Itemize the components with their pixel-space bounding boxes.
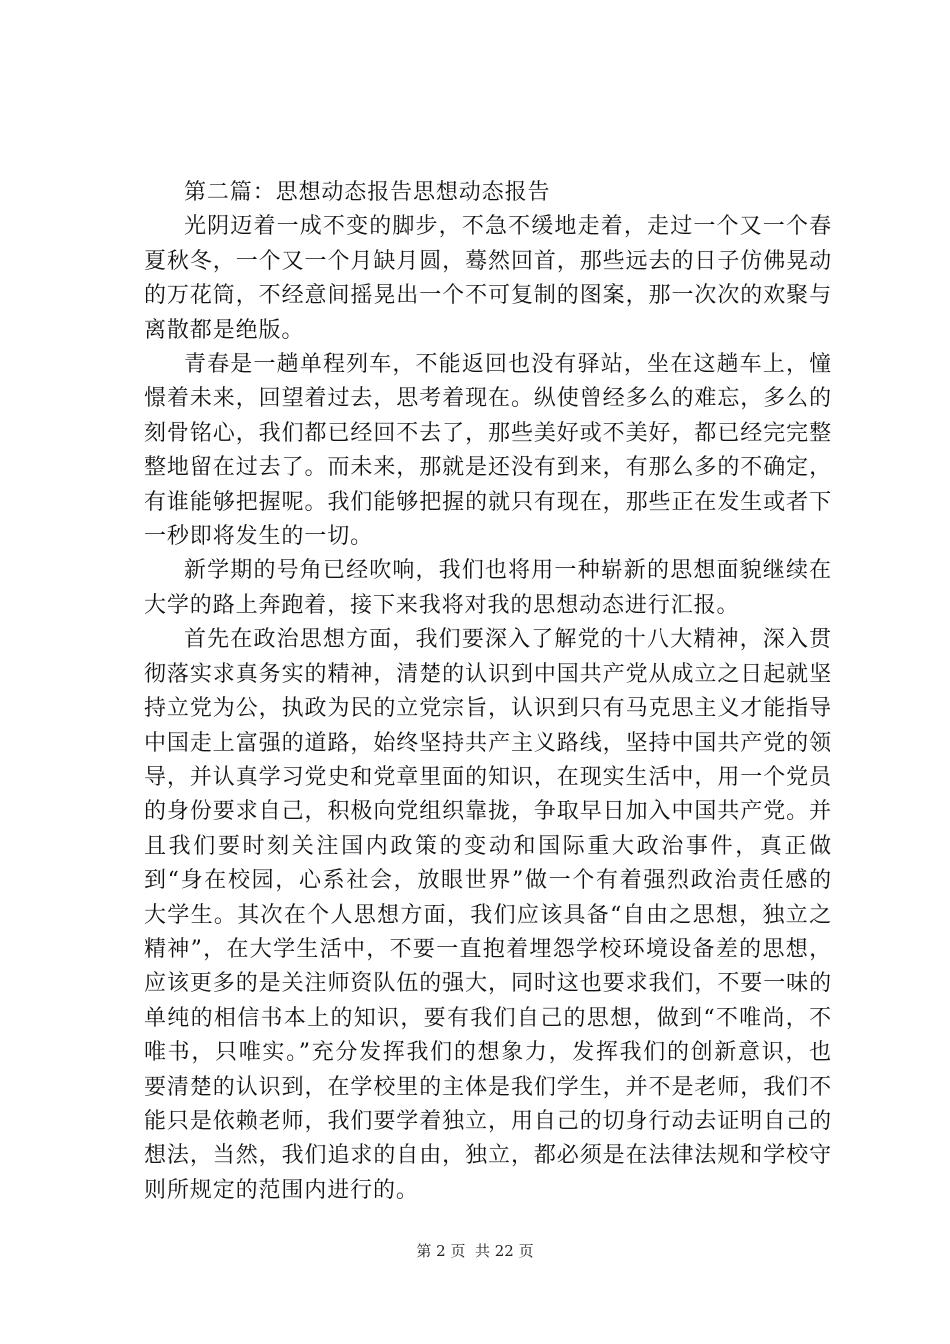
section-heading: 第二篇：思想动态报告思想动态报告 (184, 180, 551, 205)
page-number-label: 第 2 页 共 22 页 (416, 1242, 534, 1260)
paragraph-1: 光阴迈着一成不变的脚步，不急不缓地走着，走过一个又一个春夏秋冬，一个又一个月缺月圆，蓦然回首，那些远去的日子仿佛晃动的万花筒，不经意间摇晃出一个不可复制的图案，那一次次的欢聚与离散都是绝版。 (144, 214, 832, 343)
page-footer (0, 1241, 950, 1261)
document-body (144, 176, 832, 1208)
paragraph-3: 新学期的号角已经吹响，我们也将用一种崭新的思想面貌继续在大学的路上奔跑着，接下来我将对我的思想动态进行汇报。 (144, 558, 832, 618)
paragraph-4: 首先在政治思想方面，我们要深入了解党的十八大精神，深入贯彻落实求真务实的精神，清楚的认识到中国共产党从成立之日起就坚持立党为公，执政为民的立党宗旨，认识到只有马克思主义才能指导中国走上富强的道路，始终坚持共产主义路线，坚持中国共产党的领导，并认真学习党史和党章里面的知识，在现实生活中，用一个党员的身份要求自己，积极向党组织靠拢，争取早日加入中国共产党。并且我们要时刻关注国内政策的变动和国际重大政治事件，真正做到“身在校园，心系社会，放眼世界”做一个有着强烈政治责任感的大学生。其次在个人思想方面，我们应该具备“自由之思想，独立之精神”，在大学生活中，不要一直抱着埋怨学校环境设备差的思想，应该更多的是关注师资队伍的强大，同时这也要求我们，不要一味的单纯的相信书本上的知识，要有我们自己的思想，做到“不唯尚，不唯书，只唯实。”充分发挥我们的想象力，发挥我们的创新意识，也要清楚的认识到，在学校里的主体是我们学生，并不是老师，我们不能只是依赖老师，我们要学着独立，用自己的切身行动去证明自己的想法，当然，我们追求的自由，独立，都必须是在法律法规和学校守则所规定的范围内进行的。 (144, 627, 832, 1203)
paragraph-2: 青春是一趟单程列车，不能返回也没有驿站，坐在这趟车上，憧憬着未来，回望着过去，思考着现在。纵使曾经多么的难忘，多么的刻骨铭心，我们都已经回不去了，那些美好或不美好，都已经完完整整地留在过去了。而未来，那就是还没有到来，有那么多的不确定，有谁能够把握呢。我们能够把握的就只有现在，那些正在发生或者下一秒即将发生的一切。 (144, 352, 832, 550)
